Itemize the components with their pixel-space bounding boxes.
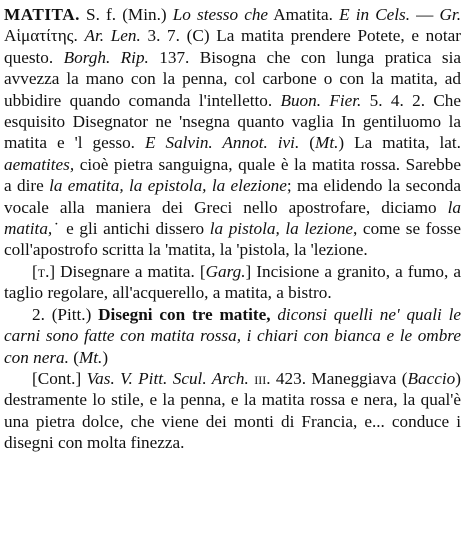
text-run: 423. Maneggiava ( [270,368,408,388]
italic-text-run: Garg. [205,261,246,281]
text-run: ( [299,133,315,153]
italic-text-run: Baccio [407,368,456,388]
italic-text-run: la pistola, la lezione [209,219,354,239]
italic-text-run: Vas. V. Pitt. Scul. Arch. [86,368,249,388]
entry-paragraph-1 [4,4,461,261]
italic-text-run: Mt. [78,347,103,367]
bold-text-run: Disegni con tre matite, [98,304,271,324]
italic-text-run: Ar. Len. [84,26,141,46]
text-run: [ [32,261,38,281]
text-run: [Cont.] [32,368,87,388]
text-run: Amatita. [268,5,340,24]
text-run: 137. Bisogna che con lunga pratica sia avvezza la mano con la penna, col carbone o con la matita, ad ubbidire quando comanda l'intelletto. [4,47,461,110]
text-run: ; ma elidendo la seconda vocale alla maniera dei Greci nello apostrofare, diciamo [4,176,462,217]
text-run: cioè pietra sanguigna, quale è la matita rossa. Sarebbe a dire [4,154,461,196]
text-run: ] Disegnare a matita. [ [49,261,206,281]
text-run: 3. 7. (C) La matita prendere Potete, e notar questo. [4,26,461,67]
text-run: , come se fosse coll'apostrofo scritta la 'matita, la 'pistola, la 'lezione. [4,219,461,260]
italic-text-run: E in Cels. [339,5,411,24]
text-run: ( [68,347,79,367]
italic-text-run: diconsi quelli ne' quali le carni sono fatte con matita rossa, i chiari con bianca e le ombre con nera. [4,304,461,367]
italic-text-run: Lo stesso che [172,5,269,24]
text-run: t. [37,261,50,281]
italic-text-run: Buon. Fier. [280,90,362,110]
text-run: 5. 4. 2. Che esquisito Disegnator ne 'nsegna quanto vaglia In gentiluomo la matita e 'l gesso. [4,90,462,153]
text-run: S. f. (Min.) [79,5,173,24]
entry-paragraph-2 [4,261,461,304]
text-run: — [410,5,440,24]
italic-text-run: la matita, [4,197,461,239]
italic-text-run: Mt. [315,133,339,153]
text-run: ˙ e gli antichi dissero [52,219,210,239]
text-run: 2. (Pitt.) [32,304,99,324]
italic-text-run: Gr. [439,5,461,24]
text-run: ) destramente lo stile, e la penna, e la matita rossa e nera, la qual'è una pietra dolce, che viene dei monti di Francia, e... conduce i disegni con molta finezza. [4,368,461,453]
entry-paragraph-3 [4,304,461,368]
text-run: ] Incisione a granito, a fumo, a taglio regolare, all'acquerello, a matita, a bistro. [4,261,461,303]
italic-text-run: aematites, [4,154,75,174]
entry-paragraph-4 [4,368,461,454]
text-run: ) [102,347,109,367]
headword: MATITA. [4,5,80,24]
text-run: iii. [254,368,271,388]
text-run: Αἱματίτης. [4,26,85,46]
italic-text-run: la ematita, la epistola, la elezione [49,176,287,196]
text-run: ) La matita, lat. [338,133,461,153]
italic-text-run: Borgh. Rip. [63,47,149,67]
italic-text-run: E Salvin. Annot. ivi. [144,133,300,153]
